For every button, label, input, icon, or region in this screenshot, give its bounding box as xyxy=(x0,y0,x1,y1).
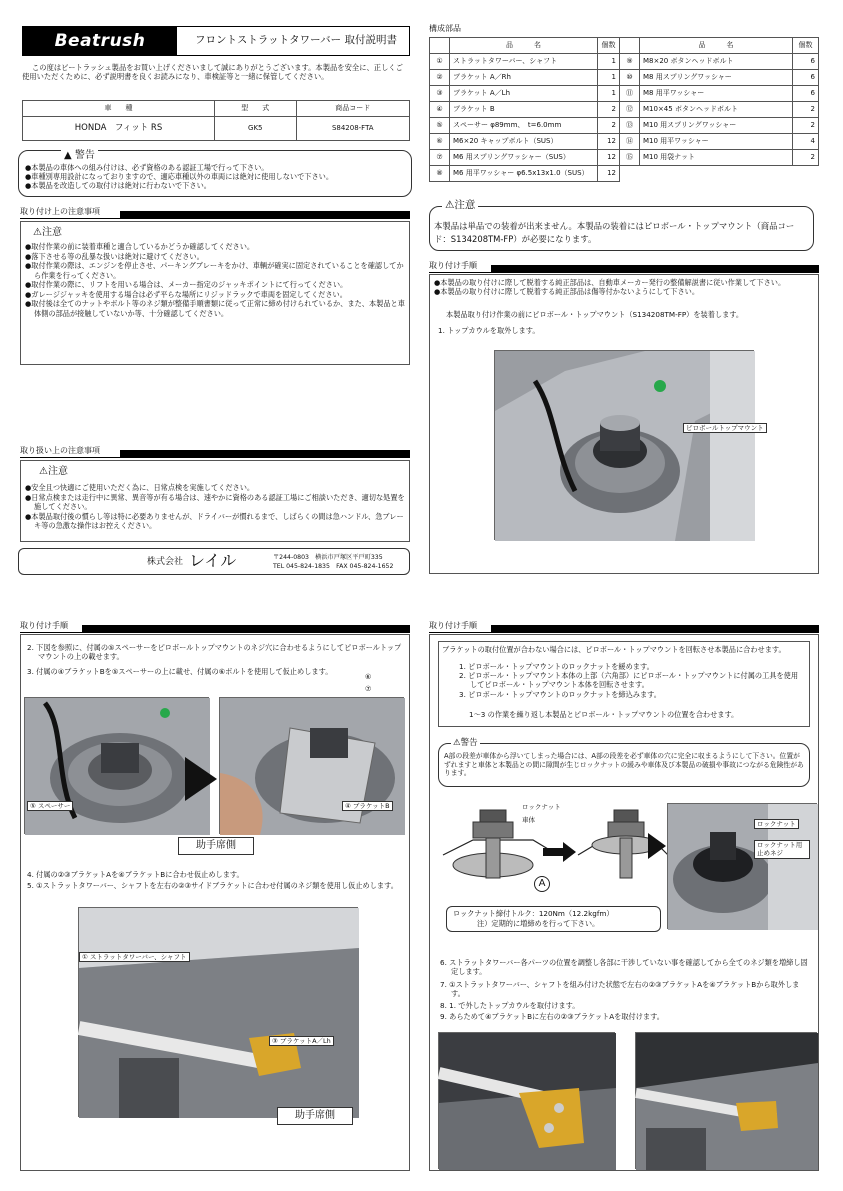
warning-text-2: A部の段差が車体から浮いてしまった場合には、A部の段差を必ず車体の穴に完全に収まるようにして下さい。位置がずれますと車体と本製品との間に隙間が生じロックナットの緩みや車体及び本製品の破損や事故につながる危険性があります。 xyxy=(444,752,804,778)
warning-item: ●本製品を改造しての取付けは絶対に行わないで下さい。 xyxy=(25,181,211,191)
part-name: M10×45 ボタンヘッドボルト xyxy=(640,102,793,118)
handling-notes-title: 注意 xyxy=(47,466,68,477)
parts-row xyxy=(430,166,819,182)
step-9-text: 9. あらためて④ブラケットBに左右の②③ブラケットAを取付けます。 xyxy=(440,1012,664,1021)
parts-row xyxy=(430,150,819,166)
label-body: 車体 xyxy=(522,816,535,824)
part-name: M6 用スプリングワッシャー（SUS） xyxy=(450,150,598,166)
company-box xyxy=(18,548,410,575)
document-title: フロントストラットタワーバー 取付説明書 xyxy=(195,34,397,46)
part-qty: 4 xyxy=(793,134,819,150)
procedure-panel-1 xyxy=(429,274,819,574)
torque-box xyxy=(446,906,661,932)
part-qty: 2 xyxy=(793,150,819,166)
parts-row xyxy=(430,86,819,102)
part-name: M10 用スプリングワッシャー xyxy=(640,118,793,134)
adjust-note: 1〜3 の作業を繰り返し本製品とピロボール・トップマウントの位置を合わせます。 xyxy=(469,710,739,719)
handling-note: ●安全且つ快適にご使用いただく為に、日常点検を実施してください。 xyxy=(25,483,255,492)
part-number: ⑤ xyxy=(430,118,450,134)
bolt-icon: ⑥ xyxy=(365,673,372,681)
part-name: ブラケット B xyxy=(450,102,598,118)
strut-bar-photo xyxy=(78,907,358,1117)
part-number: ⑨ xyxy=(620,54,640,70)
parts-header: 構成部品 xyxy=(429,23,461,33)
part-name: M8×20 ボタンヘッドボルト xyxy=(640,54,793,70)
part-qty: 12 xyxy=(598,134,620,150)
part-qty: 1 xyxy=(598,54,620,70)
warning-box-2 xyxy=(438,738,810,787)
parts-row xyxy=(430,54,819,70)
step-1-text: 1. トップカウルを取外します。 xyxy=(438,326,540,335)
procedure-header-3: 取り付け手順 xyxy=(429,620,819,633)
part-qty: 6 xyxy=(793,70,819,86)
install-note: ●取付作業の際は、エンジンを停止させ、パーキングブレーキをかけ、車輌が確実に固定されていることを確認してから作業を行ってください。 xyxy=(25,261,404,280)
strut-mount-photo xyxy=(494,350,764,540)
adjust-box xyxy=(438,641,810,727)
label-bracket-b: ④ ブラケットB xyxy=(342,801,393,811)
passenger-side-badge-2: 助手席側 xyxy=(277,1107,353,1125)
passenger-side-badge-1: 助手席側 xyxy=(178,837,254,855)
part-qty: 6 xyxy=(793,86,819,102)
step-7-text: 7. ①ストラットタワーバー、シャフトを組み付けた状態で左右の②③ブラケットAを④ブラケットBから取外します。 xyxy=(440,980,800,999)
part-name: スペーサー φ89mm、 t=6.0mm xyxy=(450,118,598,134)
install-note: ●取付作業の際に、リフトを用いる場合は、メーカー指定のジャッキポイントにて行ってください。 xyxy=(25,280,348,289)
vehicle-table xyxy=(22,100,410,141)
part-name: M10 用袋ナット xyxy=(640,150,793,166)
label-locknut-2: ロックナット xyxy=(754,819,799,829)
adjust-title: ブラケットの取付位置が合わない場合には、ピロボール・トップマウントを回転させ本製品に合わせます。 xyxy=(442,645,786,654)
install-notes-header: 取り付け上の注意事項 xyxy=(20,206,410,219)
part-number: ② xyxy=(430,70,450,86)
final-photo-right xyxy=(635,1032,817,1169)
part-qty: 2 xyxy=(793,118,819,134)
part-number: ① xyxy=(430,54,450,70)
company-prefix: 株式会社 xyxy=(147,557,184,567)
part-qty: 2 xyxy=(598,118,620,134)
part-qty: 12 xyxy=(598,166,620,182)
company-address: 〒244-0803 横浜市戸塚区平戸町335 xyxy=(273,554,383,561)
handling-note: ●本製品取付後の慣らし等は特に必要ありませんが、ドライバーが慣れるまで、しばらくの間は急ハンドル、急ブレーキ等の急激な操作はお控えください。 xyxy=(25,511,404,530)
part-name: ブラケット A／Lh xyxy=(450,86,598,102)
brand-logo: Beatrush xyxy=(23,27,177,55)
warning-icon: ⚠ xyxy=(453,738,461,748)
model-header: 型 式 xyxy=(215,101,297,117)
install-note: ●取付後は全てのナットやボルト等のネジ類が整備手順書類に従って正常に締め付けられているか、また、本製品と車体側の部品が接触していないか等、十分確認してください。 xyxy=(25,299,405,318)
procedure-note: ●本製品の取り付けに際して脱着する純正部品は傷等付かないようにして下さい。 xyxy=(434,287,700,297)
label-bracket-a-lh: ③ ブラケットA／Lh xyxy=(269,1036,334,1046)
parts-table xyxy=(429,37,819,182)
handling-notes-header: 取り扱い上の注意事項 xyxy=(20,445,410,458)
install-note: ●落下させる等の乱暴な扱いは絶対に避けてください。 xyxy=(25,251,204,261)
arrow-right-icon xyxy=(185,757,217,801)
part-name: ブラケット A／Rh xyxy=(450,70,598,86)
caution-icon: ⚠ xyxy=(33,227,42,238)
adjust-step: 1. ピロボール・トップマウントのロックナットを緩めます。 xyxy=(459,662,654,671)
parts-col-name: 品 名 xyxy=(640,38,793,54)
handling-note: ●日常点検または走行中に異常、異音等が有る場合は、速やかに資格のある認証工場にご相談いただき、適切な処置を施してください。 xyxy=(25,492,405,511)
code-value: S84208-FTA xyxy=(296,117,409,141)
procedure-panel-3 xyxy=(429,634,819,1171)
handling-notes-panel xyxy=(20,460,410,542)
install-notes-title: 注意 xyxy=(41,227,62,238)
model-value: GK5 xyxy=(215,117,297,141)
step-4-text: 4. 付属の②③ブラケットAを④ブラケットBに合わせ仮止めします。 xyxy=(27,870,244,879)
part-qty: 1 xyxy=(598,86,620,102)
part-number: ⑬ xyxy=(620,118,640,134)
part-number: ④ xyxy=(430,102,450,118)
torque-note: 注）定期的に増締めを行って下さい。 xyxy=(477,919,600,928)
company-phone: TEL 045-824-1835 FAX 045-824-1652 xyxy=(273,563,394,570)
final-photo-left xyxy=(438,1032,615,1169)
locknut-diagram xyxy=(438,800,668,895)
step-3-text: 3. 付属の④ブラケットBを⑤スペーサーの上に載せ、付属の⑥ボルトを使用して仮止めします。 xyxy=(27,667,333,676)
parts-row xyxy=(430,102,819,118)
parts-col-name: 品 名 xyxy=(450,38,598,54)
intro-text: この度はビートラッシュ製品をお買い上げくださいまして誠にありがとうございます。本製品を安全に、正しくご使用いただくために、必ず説明書を良くお読みになり、車検証等と一緒に保管してください。 xyxy=(22,63,403,82)
part-name: M8 用平ワッシャー xyxy=(640,86,793,102)
parts-row xyxy=(430,134,819,150)
label-pillow-mount: ピロボールトップマウント xyxy=(683,423,767,433)
warning-icon: ▲ xyxy=(64,150,72,161)
install-note: ●取付作業の前に装着車種と適合しているかどうか確認してください。 xyxy=(25,242,255,251)
step-6-text: 6. ストラットタワーバー各パーツの位置を調整し各部に干渉していない事を確認してから全てのネジ類を増締し固定します。 xyxy=(440,958,808,977)
install-note: ●ガレージジャッキを使用する場合は必ず平らな場所にリジッドラックで車両を固定してください。 xyxy=(25,289,347,299)
spacer-photo xyxy=(24,697,209,834)
label-locknut: ロックナット xyxy=(522,803,561,811)
vehicle-header: 車 種 xyxy=(23,101,215,117)
warning-item: ●車種別専用設計になっておりますので、適応車種以外の車両には絶対に使用しないで下さい。 xyxy=(25,172,334,182)
warning-title-2: 警告 xyxy=(460,738,478,748)
procedure-panel-2 xyxy=(20,634,410,1171)
code-header: 商品コード xyxy=(296,101,409,117)
part-number: ⑥ xyxy=(430,134,450,150)
part-name: M6 用平ワッシャー φ6.5x13x1.0（SUS） xyxy=(450,166,598,182)
part-number: ⑭ xyxy=(620,134,640,150)
torque-spec: ロックナット締付トルク：120Nm（12.2kgfm） xyxy=(453,909,614,918)
spring-washer-icon: ⑦ xyxy=(365,685,372,693)
part-number: ⑩ xyxy=(620,70,640,86)
step-2-text: 2. 下図を参照に、付属の⑤スペーサーをピロボールトップマウントのネジ穴に合わせるようにしてピロボールトップマウントの上の載せます。 xyxy=(27,643,402,662)
parts-row xyxy=(430,70,819,86)
pre-step-text: 本製品取り付け作業の前にピロボール・トップマウント（S134208TM-FP）を装着します。 xyxy=(446,310,744,319)
locknut-photo xyxy=(667,803,817,929)
label-spacer: ⑤ スペーサー xyxy=(27,801,73,811)
part-name: M10 用平ワッシャー xyxy=(640,134,793,150)
parts-col-qty: 個数 xyxy=(793,38,819,54)
part-qty: 6 xyxy=(793,54,819,70)
caution-icon: ⚠ xyxy=(445,199,455,211)
part-number: ③ xyxy=(430,86,450,102)
part-number: ⑦ xyxy=(430,150,450,166)
part-number: ⑫ xyxy=(620,102,640,118)
arrow-right-icon xyxy=(648,833,666,859)
parts-col-qty: 個数 xyxy=(598,38,620,54)
warning-title: 警告 xyxy=(74,150,95,161)
notice-box xyxy=(429,199,814,251)
vehicle-value: HONDA フィット RS xyxy=(23,117,215,141)
part-name: M8 用スプリングワッシャー xyxy=(640,70,793,86)
part-qty: 2 xyxy=(793,102,819,118)
step-5-text: 5. ①ストラットタワーバー、シャフトを左右の②③サイドブラケットに合わせ付属のネジ類を使用し仮止めします。 xyxy=(27,881,398,890)
part-qty: 12 xyxy=(598,150,620,166)
notice-title: 注意 xyxy=(454,199,476,211)
company-name: レイル xyxy=(189,551,237,570)
part-number: ⑧ xyxy=(430,166,450,182)
caution-icon: ⚠ xyxy=(39,466,48,477)
adjust-step: 3. ピロボール・トップマウントのロックナットを締込みます。 xyxy=(459,690,661,699)
label-strut-bar: ① ストラットタワーバー、シャフト xyxy=(79,952,190,962)
parts-row xyxy=(430,118,819,134)
part-qty: 2 xyxy=(598,102,620,118)
bracket-b-photo xyxy=(219,697,404,834)
step-8-text: 8. 1. で外したトップカウルを取付けます。 xyxy=(440,1001,580,1010)
header-bar xyxy=(22,26,410,56)
notice-text: 本製品は単品での装着が出来ません。本製品の装着にはピロボール・トップマウント（商品コード：S134208TM-FP）が必要になります。 xyxy=(434,221,795,244)
label-a: A xyxy=(534,876,550,892)
part-number: ⑪ xyxy=(620,86,640,102)
warning-box xyxy=(18,150,412,197)
procedure-header-2: 取り付け手順 xyxy=(20,620,410,633)
procedure-header-1: 取り付け手順 xyxy=(429,260,819,273)
procedure-note: ●本製品の取り付けに際して脱着する純正部品は、自動車メーカー発行の整備解説書に従い作業して下さい。 xyxy=(434,278,786,287)
adjust-step: 2. ピロボール・トップマウント本体の上部（六角部）にピロボール・トップマウントに付属の工具を使用してピロボール・トップマウント本体を回転させます。 xyxy=(459,671,799,690)
part-qty: 1 xyxy=(598,70,620,86)
part-number: ⑮ xyxy=(620,150,640,166)
part-name: M6×20 キャップボルト（SUS） xyxy=(450,134,598,150)
part-name: ストラットタワーバー、シャフト xyxy=(450,54,598,70)
label-stopper-screw: ロックナット用止めネジ xyxy=(754,840,810,859)
install-notes-panel xyxy=(20,221,410,365)
warning-item: ●本製品の車体への組み付けは、必ず資格のある認証工場で行って下さい。 xyxy=(25,163,269,172)
